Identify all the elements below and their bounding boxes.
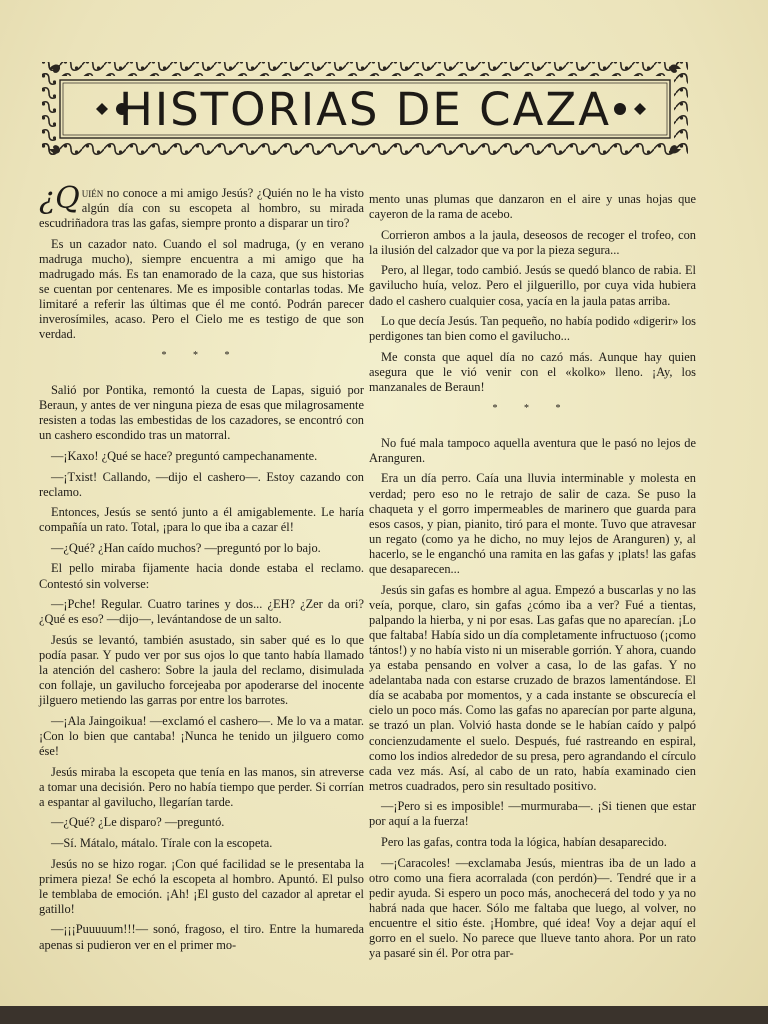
- dropcap-letter: ¿Q: [39, 181, 80, 216]
- paragraph: —¡Ala Jaingoikua! —exclamó el cashero—. Me lo va a matar. ¡Con lo bien que cantaba! ¡Nunca he tenido un jilguero como ése!: [39, 713, 364, 758]
- paragraph: —¡Pche! Regular. Cuatro tarines y dos... ¿EH? ¿Zer da ori? ¿Qué es eso? —dijo—, levántandose de un salto.: [39, 597, 364, 627]
- left-column: [39, 181, 364, 958]
- paragraph: Salió por Pontika, remontó la cuesta de Lapas, siguió por Beraun, y antes de ver ninguna pieza de esas que milagrosamente resisten a todas las embestidas de los cazadores, se encontró con un cashero escondido tras un matorral.: [39, 383, 364, 443]
- paragraph: Corrieron ambos a la jaula, deseosos de recoger el trofeo, con la ilusión del calzador que va por la pieza segura...: [369, 227, 696, 257]
- paragraph: —¡Caracoles! —exclamaba Jesús, mientras iba de un lado a otro como una fiera acorralada (con perdón)—. Tendré que ir a pedir ayuda. Si espero un poco más, anochecerá del todo y ya no habrá nada que hacer. Sólo me faltaba que luego, al volver, no encuentre el sitio éste. ¡Hombre, qué idea! Voy a dejar aquí el gorro en el suelo. No parece que llueve tanto ahora. Por un rato ya pasaré sin él. Por otra par-: [369, 855, 696, 961]
- paragraph: —¡¡¡Puuuuum!!!— sonó, fragoso, el tiro. Entre la humareda apenas si pudieron ver en el primer mo-: [39, 922, 364, 952]
- paragraph: Entonces, Jesús se sentó junto a él amigablemente. Le haría compañía un rato. Total, ¡para lo que iba a cazar él!: [39, 505, 364, 535]
- paragraph: —¿Qué? ¿Le disparo? —preguntó.: [51, 815, 225, 830]
- right-column: [369, 192, 696, 967]
- paragraph: Pero las gafas, contra toda la lógica, habían desaparecido.: [381, 835, 667, 850]
- paragraph: Jesús sin gafas es hombre al agua. Empezó a buscarlas y no las veía, porque, claro, sin gafas ¿cómo iba a ver? Fué a tientas, palpando la hierba, y ni por esas. Las gafas que no aparecían. ¡Lo que faltaba! Había sido un día completamente infructuoso (¡como tántos!) y no había visto ni un miserable gorrión. Y ahora, cuando ya estaba pensando en volver a casa, lo de las gafas. Y no adelantaba nada con estarse cruzado de brazos lamentándose. El día se acababa por momentos, y a cada instante se obscurecía el cielo un poco más. Como las gafas no aparecían por parte alguna, se trazó un plan. Volvió hasta donde se le habían caído y palpó concienzudamente el suelo. Después, fué rastreando en espiral, como los indios alrededor de su presa, pero agrandando el círculo cada vez más. Así, al cabo de un rato, había examinado cien metros cuadrados, pero sin resultado positivo.: [369, 582, 696, 793]
- paragraph: Es un cazador nato. Cuando el sol madruga, (y en verano madruga mucho), siempre encuentra a mi amigo que ha madrugado más. Es tan enamorado de la caza, que sus historias se cuentan por centenares. Me es imposible contarlas todas. Me limitaré a referir las últimas que él me contó. Podrán parecer inverosímiles, acaso. Pero el Cielo me es testigo de que son verdad.: [39, 236, 364, 342]
- page-title: HISTORIAS DE CAZA: [119, 83, 611, 136]
- title-banner: [38, 58, 692, 160]
- paragraph: —¡Kaxo! ¿Qué se hace? preguntó campechanamente.: [51, 448, 318, 463]
- paragraph: Jesús miraba la escopeta que tenía en las manos, sin atreverse a tomar una decisión. Pero no había tiempo que perder. Si corrían a espantar al gavilucho, llegarían tarde.: [39, 764, 364, 809]
- paragraph: Jesús se levantó, también asustado, sin saber qué es lo que podía pasar. Y pudo ver por sus ojos lo que tanto había llamado la atención del cashero: Sobre la jaula del reclamo, disimulada con follaje, un gavilucho forcejeaba por apoderarse del inocente jilguero metiendo las garras por entre los barrotes.: [39, 632, 364, 708]
- section-separator: * * *: [161, 349, 242, 361]
- paragraph: Jesús no se hizo rogar. ¡Con qué facilidad se le presentaba la primera pieza! Se echó la escopeta al hombro. Apuntó. El pulso le temblaba de emoción. ¡Ah! ¡El gusto del cazador al apretar el gatillo!: [39, 856, 364, 916]
- paragraph: No fué mala tampoco aquella aventura que le pasó no lejos de Aranguren.: [369, 435, 696, 465]
- paragraph: Me consta que aquel día no cazó más. Aunque hay quien asegura que le vió venir con el «kolko» lleno. ¡Ay, los manzanales de Beraun!: [369, 349, 696, 395]
- paragraph: —¡Txist! Callando, —dijo el cashero—. Estoy cazando con reclamo.: [39, 469, 364, 499]
- paragraph: El pello miraba fijamente hacia donde estaba el reclamo. Contestó sin volverse:: [39, 561, 364, 591]
- paragraph: —Sí. Mátalo, mátalo. Tírale con la escopeta.: [51, 835, 273, 850]
- paragraph: Lo que decía Jesús. Tan pequeño, no había podido «digerir» los perdigones tan bien como el gavilucho...: [369, 314, 696, 344]
- paragraph: —¡Pero si es imposible! —murmuraba—. ¡Si tienen que estar por aquí a la fuerza!: [369, 799, 696, 829]
- intro-paragraph: ¿Q uién no conoce a mi amigo Jesús? ¿Quién no le ha visto algún día con su escopeta al hombro, su mirada escudriñadora tras las gafas, siempre pronto a disparar un tiro?: [39, 181, 364, 231]
- page-edge: [0, 1006, 768, 1024]
- paragraph: —¿Qué? ¿Han caído muchos? —preguntó por lo bajo.: [51, 540, 321, 555]
- paragraph: Era un día perro. Caía una lluvia interminable y molesta en verdad; pero eso no le retrajo de salir de caza. Se puso la chaqueta y el gorro impermeables de marinero que guarda para esos casos, y pian, pianito, tiró para el monte. Tuvo que atravesar un regato (como ya he dicho, no muy lejos de Aranguren) y, al hacerlo, se le enganchó una ramita en las gafas y ¡plats! las gafas que desaparecen...: [369, 471, 696, 576]
- paragraph: mento unas plumas que danzaron en el aire y unas hojas que cayeron de la rama de acebo.: [369, 192, 696, 222]
- paragraph: Pero, al llegar, todo cambió. Jesús se quedó blanco de rabia. El gavilucho huía, veloz. Pero el jilguerillo, por cuya vida hubiera dado el cashero cualquier cosa, yacía en la jaula patas arriba.: [369, 263, 696, 308]
- section-separator: * * *: [492, 402, 573, 414]
